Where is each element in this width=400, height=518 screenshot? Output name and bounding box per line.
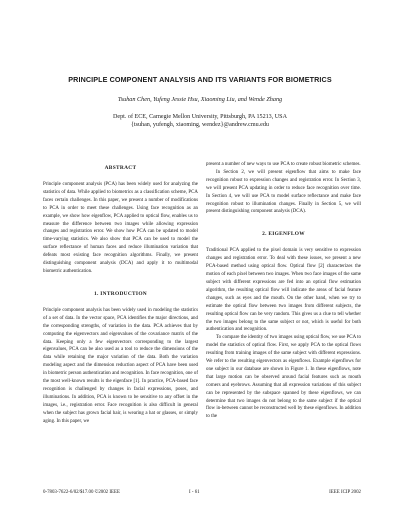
right-column (206, 161, 361, 421)
author-affiliation (20, 113, 380, 129)
footer-page-number: I - 61 (189, 490, 200, 495)
abstract-heading: ABSTRACT (104, 165, 137, 171)
intro-outline: In Section 2, we will present eigenflow that aims to make face recognition robust to expression changes and registration error. In Section 3, we will present PCA updating in order to reduce face recognition over time. In Section 4, we will use PCA to model surface reflectance and make face recognition robust to illumination changes. Finally in Section 5, we will present distinguishing component analysis (DCA). (206, 169, 361, 215)
paper-authors: Tsuhan Chen, Yufeng Jessie Hsu, Xiaoming Liu, and Wende Zhang (117, 96, 283, 103)
footer-conference: IEEE ICIP 2002 (329, 490, 361, 495)
eigenflow-heading: 2. EIGENFLOW (262, 231, 305, 238)
paper-title: PRINCIPLE COMPONENT ANALYSIS AND ITS VARIANTS FOR BIOMETRICS (68, 75, 332, 84)
abstract-text: Principle component analysis (PCA) has been widely used for analyzing the statistics of data. While applied to biometrics as a classification scheme, PCA faces certain challenges. In this paper, we present a number of modifications to PCA in order to meet these challenges. Using face recognition as an example, we show how eigenflow, PCA applied to optical flow, enables us to measure the difference between two images while allowing expression changes and registration error. We show how PCA can be updated to model time-varying statistics. We also show that PCA can be used to model the surface reflectance of human faces and reduce illumination variation that defeats most existing face recognition algorithms. Finally, we present distinguishing component analysis (DCA) and apply it to multimodal biometric authentication. (43, 182, 198, 274)
eigenflow-text: Traditional PCA applied to the pixel domain is very sensitive to expression changes and registration error. To deal with these issues, we present a new PCA-based method using optical flow. Optical flow [2] characterizes the motion of each pixel between two images. When two face images of the same subject with different expressions are fed into an optical flow estimation algorithm, the resulting optical flow will indicate the areas of facial feature changes, such as eyes and the mouth. On the other hand, when we try to estimate the optical flow between two images from different subjects, the resulting optical flow can be very random. This gives us a clue to tell whether the two images belong to the same subject or not, which is useful for both authentication and recognition. (206, 248, 361, 333)
introduction-heading: 1. INTRODUCTION (93, 290, 148, 297)
author-emails: {tsuhan, yufengh, xiaoming, wendez}@andrew.cmu.edu (131, 122, 269, 128)
eigenflow-text-2: To compare the identity of two images using optical flow, we use PCA to model the statistics of optical flow. First, we apply PCA to the optical flows resulting from training images of the same subject with different expressions. We refer to the resulting eigenvectors as eigenflows. Example eigenflows for one subject in our database are shown in Figure 1. In these eigenflows, note that large motion can be observed around facial features such as mouth corners and eyebrows. Assuming that all expression variations of this subject can be represented by the subspace spanned by these eigenflows, we can determine that two images do not belong to the same subject if the optical flow in-between cannot be reconstructed well by these eigenflows. In addition to the (206, 335, 361, 420)
footer-copyright: 0-7803-7622-6/02/$17.00 ©2002 IEEE (43, 490, 120, 495)
introduction-text: Principle component analysis has been widely used in modeling the statistics of a set of data. In the vector space, PCA identifies the major directions, and the corresponding strengths, of variation in the data. PCA achieves that by computing the eigenvectors and eigenvalues of the covariance matrix of the data. Keeping only a few eigenvectors corresponding to the largest eigenvalues, PCA can be also used as a tool to reduce the dimensions of the data while retaining the major variation of the data. Both the variation modeling aspect and the dimension reduction aspect of PCA have been used in biometric person authentication and recognition. In face recognition, one of the most well-known results is the eigenface [1]. In practice, PCA-based face recognition is challenged by changes in facial expressions, poses, and illuminations. In addition, PCA is known to be sensitive to any offset in the images, i.e., registration error. Face recognition is also difficult in general when the subject has grown facial hair, is wearing a hat or glasses, or simply aging. In this paper, we (43, 307, 198, 424)
intro-continuation: present a number of new ways to use PCA to create robust biometric schemes. (206, 162, 361, 167)
left-column (43, 164, 198, 425)
affiliation-line: Dept. of ECE, Carnegie Mellon University, Pittsburgh, PA 15213, USA (113, 114, 287, 120)
